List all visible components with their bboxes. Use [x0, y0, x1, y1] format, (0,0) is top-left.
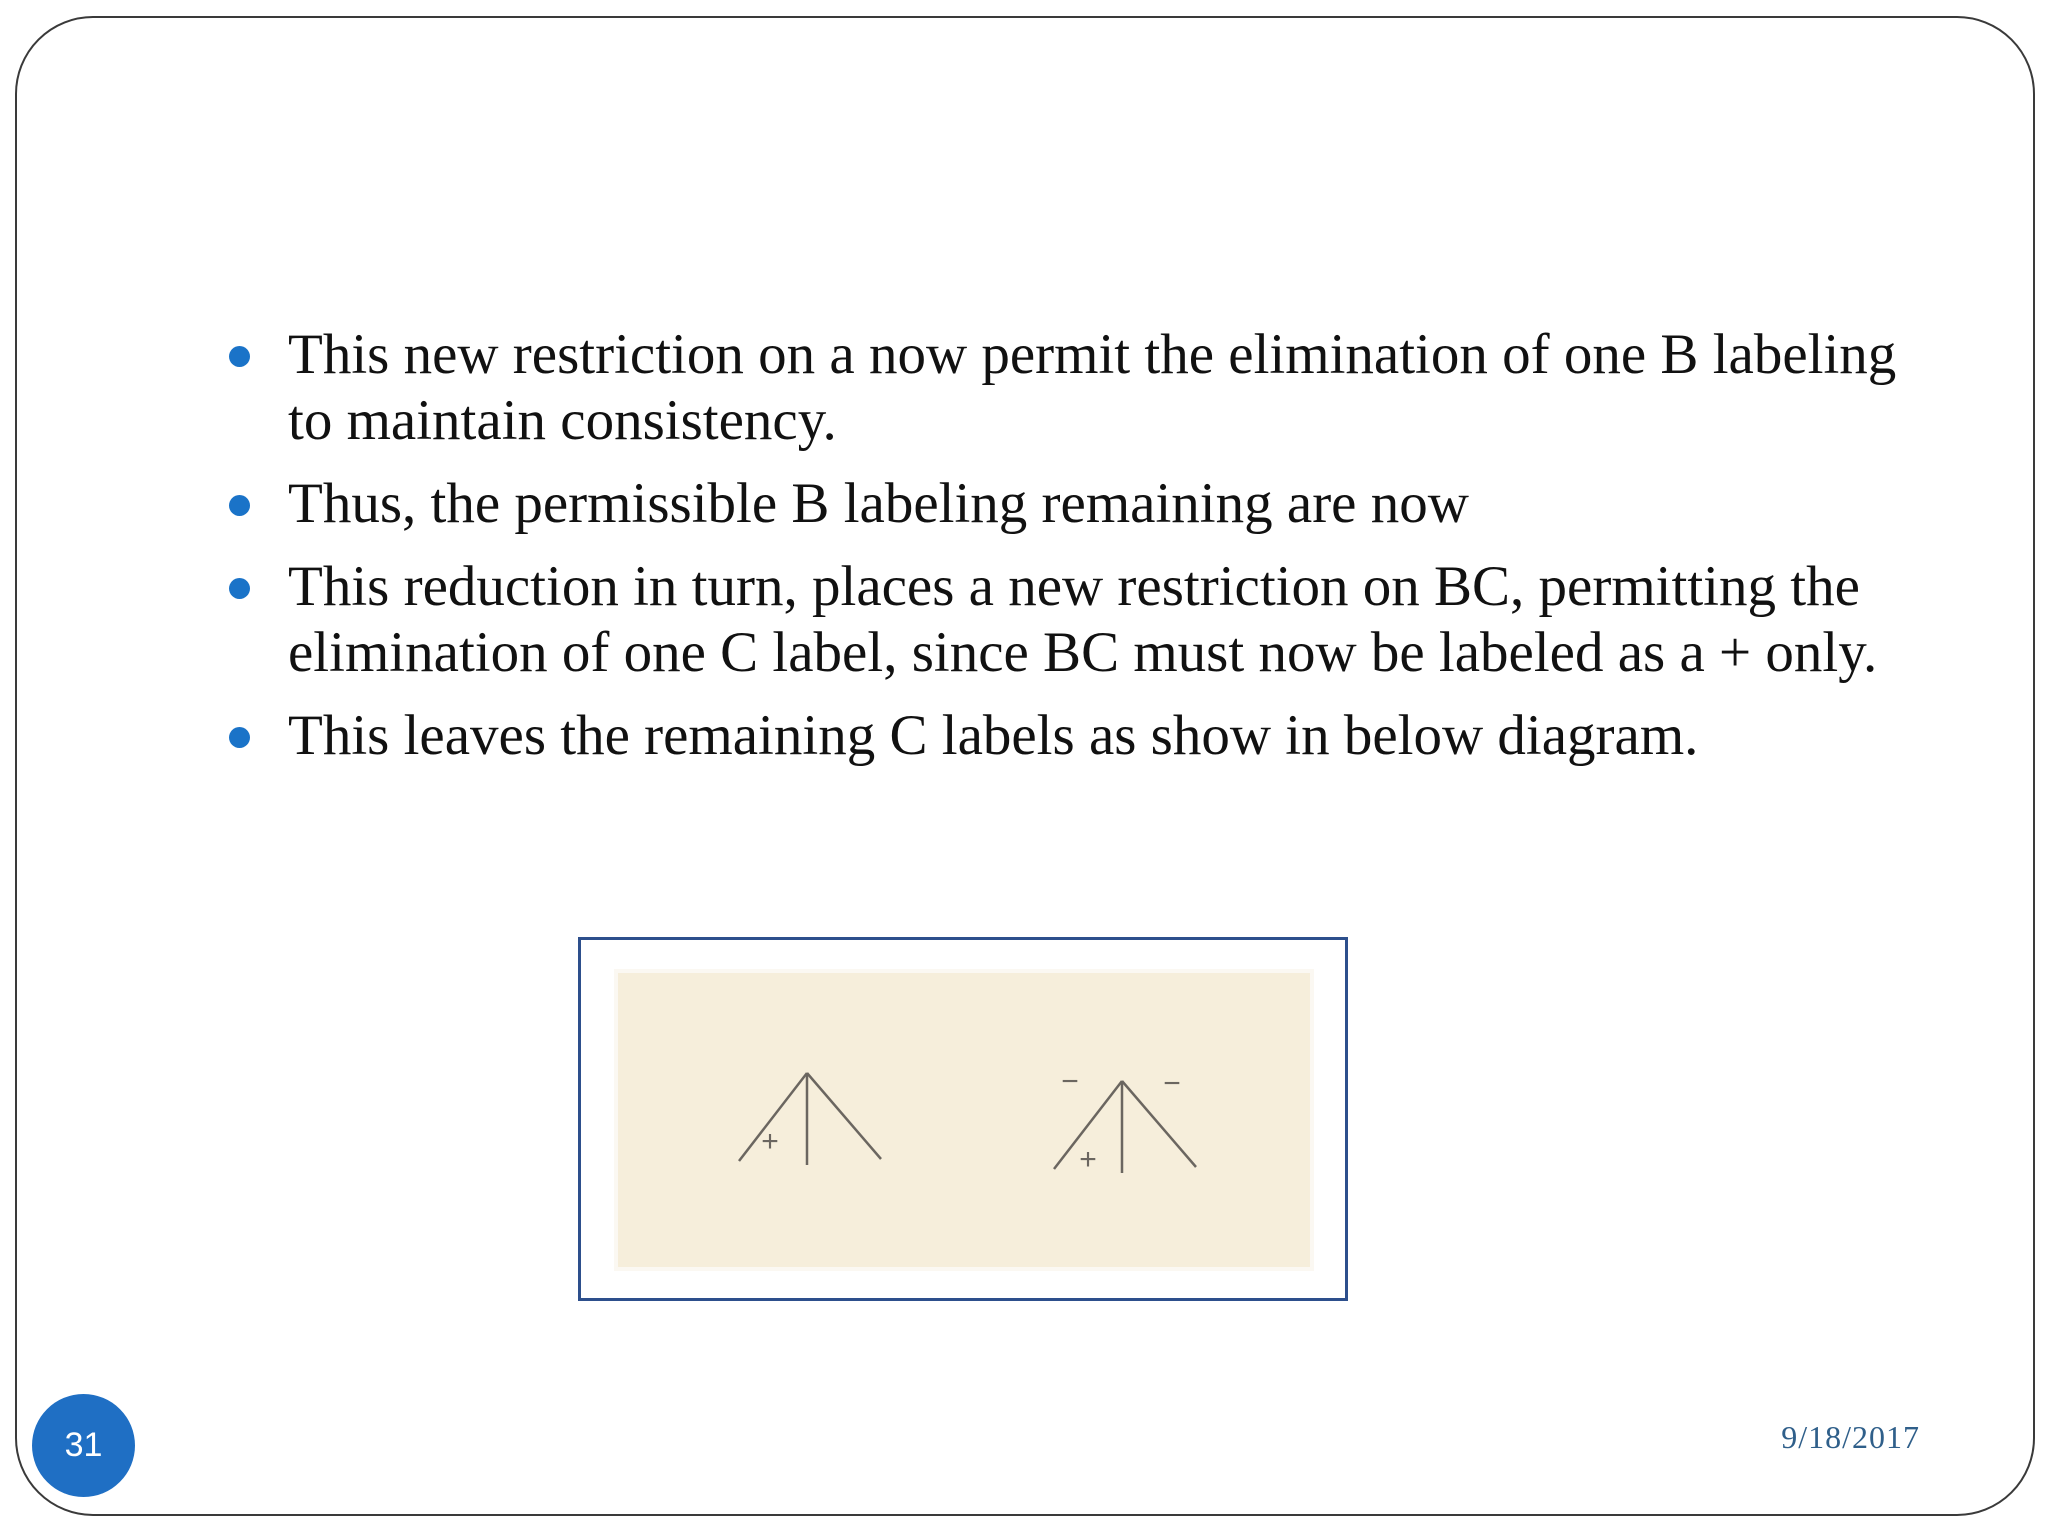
right-junction-minus-left-label: − [1061, 1065, 1079, 1098]
right-junction-right-edge [1122, 1081, 1196, 1167]
diagram-canvas [614, 969, 1314, 1271]
left-junction-right-edge [807, 1073, 881, 1159]
right-junction-minus-right-label: − [1163, 1067, 1181, 1100]
bullet-item [225, 703, 1925, 769]
bullet-item [225, 554, 1925, 686]
left-junction-plus-label: + [761, 1125, 779, 1158]
junction-diagram [618, 973, 1310, 1267]
right-junction-plus-label: + [1079, 1143, 1097, 1176]
slide-number-badge: 31 [32, 1394, 135, 1497]
bullet-text: This reduction in turn, places a new restriction on BC, permitting the elimination of one C label, since BC must now be labeled as a + only. [288, 555, 1878, 684]
bullet-text: This new restriction on a now permit the elimination of one B labeling to maintain consistency. [288, 323, 1897, 452]
slide-date: 9/18/2017 [1781, 1419, 1920, 1455]
bullet-dot [229, 495, 250, 516]
bullet-item [225, 471, 1925, 537]
diagram-figure [578, 937, 1348, 1301]
bullet-list [225, 322, 1925, 786]
bullet-text: This leaves the remaining C labels as show in below diagram. [288, 704, 1699, 767]
bullet-dot [229, 346, 250, 367]
bullet-text: Thus, the permissible B labeling remaining are now [288, 472, 1469, 535]
bullet-dot [229, 578, 250, 599]
bullet-item [225, 322, 1925, 454]
bullet-dot [229, 727, 250, 748]
